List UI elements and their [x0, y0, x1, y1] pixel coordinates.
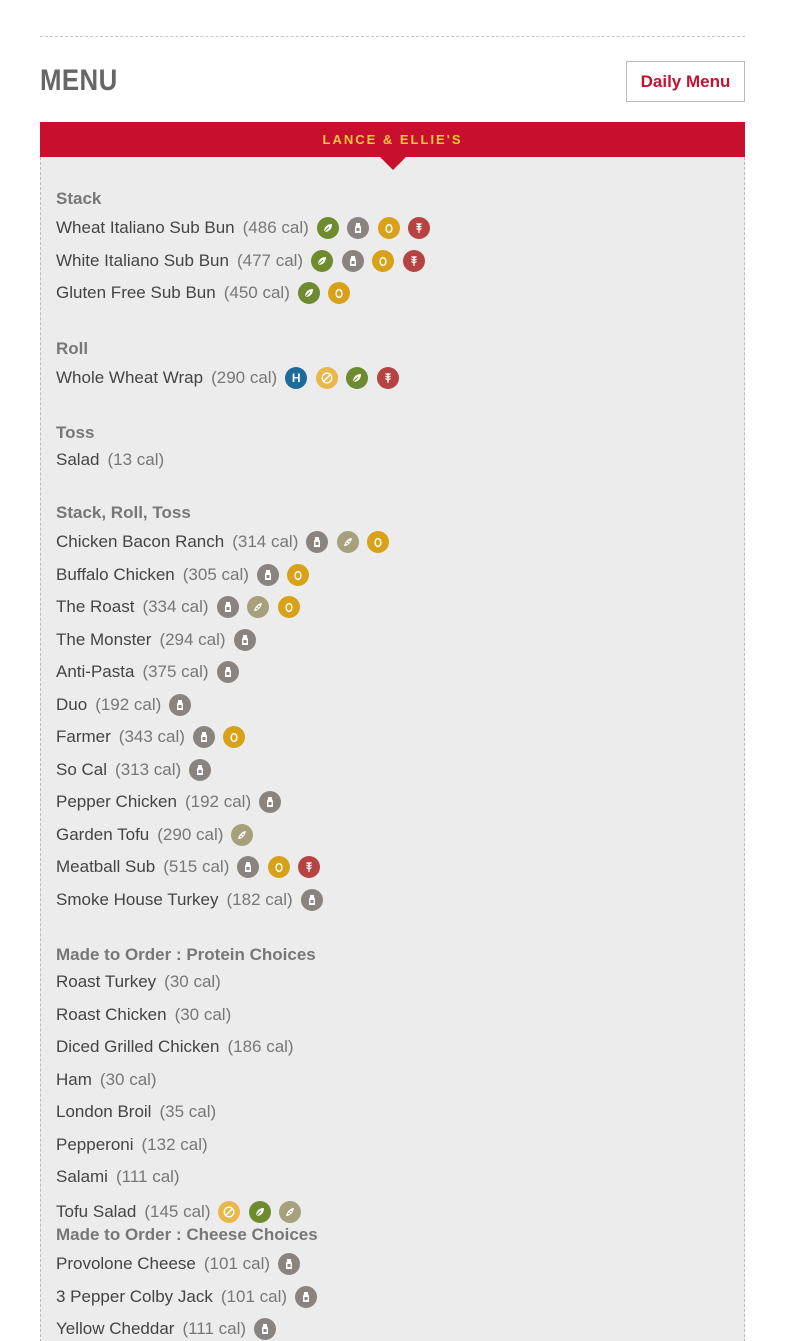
dietary-icons [257, 564, 318, 586]
dairy-icon[interactable] [189, 759, 211, 781]
menu-item[interactable] [56, 1069, 157, 1091]
menu-item[interactable] [56, 1251, 309, 1277]
dairy-icon[interactable] [217, 596, 239, 618]
page-title: MENU [40, 64, 118, 97]
menu-section [56, 1224, 318, 1338]
dietary-icons [301, 889, 332, 911]
dietary-icons [217, 661, 248, 683]
item-name[interactable]: The Monster [56, 629, 152, 649]
station-header[interactable] [40, 122, 745, 157]
menu-item[interactable] [56, 887, 331, 913]
vegetarian-icon[interactable] [316, 367, 338, 389]
dietary-icons [295, 1286, 326, 1308]
dairy-icon[interactable] [306, 531, 328, 553]
menu-item[interactable] [56, 724, 254, 750]
menu-section [56, 338, 301, 387]
dietary-icons [218, 1201, 310, 1223]
soy-icon[interactable] [231, 824, 253, 846]
soy-icon[interactable] [337, 531, 359, 553]
menu-panel [40, 157, 745, 1341]
egg-icon[interactable] [372, 250, 394, 272]
item-calories: (450 cal) [223, 283, 290, 302]
dietary-icons [237, 856, 329, 878]
menu-section [56, 944, 316, 1221]
menu-item[interactable] [56, 1004, 231, 1026]
item-name[interactable]: Smoke House Turkey [56, 889, 219, 909]
dietary-icons [278, 1253, 309, 1275]
item-calories: (182 cal) [226, 889, 293, 909]
item-name[interactable]: So Cal [56, 759, 108, 779]
item-name[interactable]: Whole Wheat Wrap [56, 368, 204, 387]
menu-item[interactable] [56, 1134, 208, 1156]
station-header-arrow [380, 157, 406, 170]
dairy-icon[interactable] [259, 791, 281, 813]
item-name[interactable]: Ham [56, 1069, 92, 1089]
item-calories: (334 cal) [142, 597, 209, 616]
dietary-icons [311, 250, 433, 272]
egg-icon[interactable] [367, 531, 389, 553]
menu-section [56, 422, 165, 469]
wheat-icon[interactable] [298, 856, 320, 878]
item-calories: (111 cal) [115, 1167, 180, 1186]
dairy-icon[interactable] [234, 629, 256, 651]
egg-icon[interactable] [378, 217, 400, 239]
item-name[interactable]: Duo [56, 694, 88, 714]
item-calories: (294 cal) [159, 629, 226, 649]
item-calories: (186 cal) [227, 1037, 294, 1056]
dietary-icons [169, 694, 200, 716]
menu-item[interactable] [56, 1316, 285, 1341]
menu-item[interactable] [56, 659, 247, 685]
menu-item[interactable] [56, 215, 439, 241]
item-name[interactable]: Pepperoni [56, 1134, 134, 1154]
dairy-icon[interactable] [237, 856, 259, 878]
dairy-icon[interactable] [295, 1286, 317, 1308]
station-name: LANCE & ELLIE'S [322, 132, 463, 147]
dairy-icon[interactable] [193, 726, 215, 748]
vegan-icon[interactable] [298, 282, 320, 304]
item-calories: (305 cal) [182, 564, 249, 584]
menu-item[interactable] [56, 757, 220, 783]
dietary-icons [285, 367, 407, 389]
vegan-icon[interactable] [249, 1201, 271, 1223]
menu-item[interactable] [56, 627, 264, 653]
dietary-icons [231, 824, 262, 846]
dietary-icons [259, 791, 290, 813]
dairy-icon[interactable] [169, 694, 191, 716]
menu-item[interactable] [56, 280, 359, 306]
category-heading: Stack [56, 189, 102, 208]
item-name[interactable]: 3 Pepper Colby Jack [56, 1286, 213, 1306]
egg-icon[interactable] [268, 856, 290, 878]
dietary-icons [254, 1318, 285, 1340]
vegan-icon[interactable] [311, 250, 333, 272]
soy-icon[interactable] [247, 596, 269, 618]
egg-icon[interactable] [223, 726, 245, 748]
soy-icon[interactable] [279, 1201, 301, 1223]
item-name[interactable]: Chicken Bacon Ranch [56, 532, 225, 551]
dietary-icons [234, 629, 265, 651]
vegan-icon[interactable] [317, 217, 339, 239]
menu-item[interactable] [56, 529, 398, 555]
dietary-icons [193, 726, 254, 748]
item-name[interactable]: Roast Turkey [56, 972, 157, 991]
item-calories: (192 cal) [95, 694, 162, 714]
dietary-icons [306, 531, 398, 553]
menu-item[interactable] [56, 248, 433, 274]
egg-icon[interactable] [328, 282, 350, 304]
item-name[interactable]: Diced Grilled Chicken [56, 1037, 220, 1056]
menu-item[interactable] [56, 1199, 310, 1225]
wheat-icon[interactable] [377, 367, 399, 389]
wheat-icon[interactable] [403, 250, 425, 272]
item-name[interactable]: Farmer [56, 727, 111, 746]
item-name[interactable]: The Roast [56, 597, 135, 616]
item-name[interactable]: Tofu Salad [56, 1201, 137, 1221]
dairy-icon[interactable] [347, 217, 369, 239]
menu-item[interactable] [56, 971, 221, 993]
top-divider [40, 36, 745, 37]
category-heading: Made to Order : Cheese Choices [56, 1225, 318, 1244]
vegan-icon[interactable] [346, 367, 368, 389]
dairy-icon[interactable] [257, 564, 279, 586]
category-heading: Roll [56, 339, 89, 358]
vegetarian-icon[interactable] [218, 1201, 240, 1223]
item-calories: (313 cal) [115, 759, 182, 779]
dairy-icon[interactable] [342, 250, 364, 272]
category-heading: Made to Order : Protein Choices [56, 945, 316, 964]
item-name[interactable]: Salami [56, 1167, 108, 1186]
menu-item[interactable] [56, 789, 290, 815]
menu-item[interactable] [56, 692, 200, 718]
item-calories: (30 cal) [174, 1004, 232, 1024]
item-name[interactable]: Pepper Chicken [56, 792, 177, 811]
menu-item[interactable] [56, 1166, 180, 1188]
menu-item[interactable] [56, 1036, 294, 1058]
item-name[interactable]: Roast Chicken [56, 1004, 167, 1024]
daily-menu-button[interactable]: Daily Menu [626, 61, 745, 102]
item-name[interactable]: London Broil [56, 1102, 152, 1121]
item-name[interactable]: Anti-Pasta [56, 662, 135, 681]
menu-section [56, 188, 309, 302]
item-calories: (13 cal) [107, 450, 165, 469]
item-name[interactable]: Gluten Free Sub Bun [56, 283, 216, 302]
item-calories: (101 cal) [220, 1286, 288, 1306]
egg-icon[interactable] [287, 564, 309, 586]
item-calories: (145 cal) [144, 1201, 211, 1221]
item-name[interactable]: Provolone Cheese [56, 1254, 196, 1273]
egg-icon[interactable] [278, 596, 300, 618]
item-calories: (30 cal) [99, 1069, 157, 1089]
dietary-icons [217, 596, 309, 618]
item-calories: (101 cal) [203, 1254, 271, 1273]
item-calories: (477 cal) [236, 250, 304, 270]
item-calories: (111 cal) [182, 1319, 247, 1338]
item-name[interactable]: White Italiano Sub Bun [56, 250, 229, 270]
item-calories: (290 cal) [211, 368, 278, 387]
item-calories: (343 cal) [118, 727, 185, 746]
item-calories: (375 cal) [142, 662, 209, 681]
menu-item[interactable] [56, 449, 164, 471]
dairy-icon[interactable] [254, 1318, 276, 1340]
item-calories: (515 cal) [163, 857, 230, 876]
item-calories: (314 cal) [232, 532, 299, 551]
item-calories: (30 cal) [164, 972, 221, 991]
dietary-icons [317, 217, 439, 239]
item-name[interactable]: Yellow Cheddar [56, 1319, 175, 1338]
item-name[interactable]: Buffalo Chicken [56, 564, 175, 584]
item-calories: (132 cal) [141, 1134, 208, 1154]
item-name[interactable]: Garden Tofu [56, 824, 150, 844]
menu-item[interactable] [56, 594, 308, 620]
menu-item[interactable] [56, 1284, 326, 1310]
wheat-icon[interactable] [408, 217, 430, 239]
dairy-icon[interactable] [217, 661, 239, 683]
menu-item[interactable] [56, 365, 407, 391]
dietary-icons [189, 759, 220, 781]
dairy-icon[interactable] [278, 1253, 300, 1275]
item-calories: (486 cal) [242, 218, 309, 237]
dietary-icons [298, 282, 359, 304]
item-name[interactable]: Meatball Sub [56, 857, 156, 876]
item-calories: (192 cal) [184, 792, 252, 811]
item-calories: (290 cal) [157, 824, 224, 844]
item-calories: (35 cal) [159, 1102, 217, 1121]
halal-icon[interactable]: H [285, 367, 307, 389]
category-heading: Stack, Roll, Toss [56, 503, 191, 522]
menu-section [56, 502, 299, 909]
menu-item[interactable] [56, 822, 262, 848]
dairy-icon[interactable] [301, 889, 323, 911]
item-name[interactable]: Wheat Italiano Sub Bun [56, 218, 235, 237]
item-name[interactable]: Salad [56, 450, 100, 469]
menu-item[interactable] [56, 1101, 216, 1123]
menu-item[interactable] [56, 562, 318, 588]
menu-item[interactable] [56, 854, 329, 880]
category-heading: Toss [56, 423, 95, 442]
